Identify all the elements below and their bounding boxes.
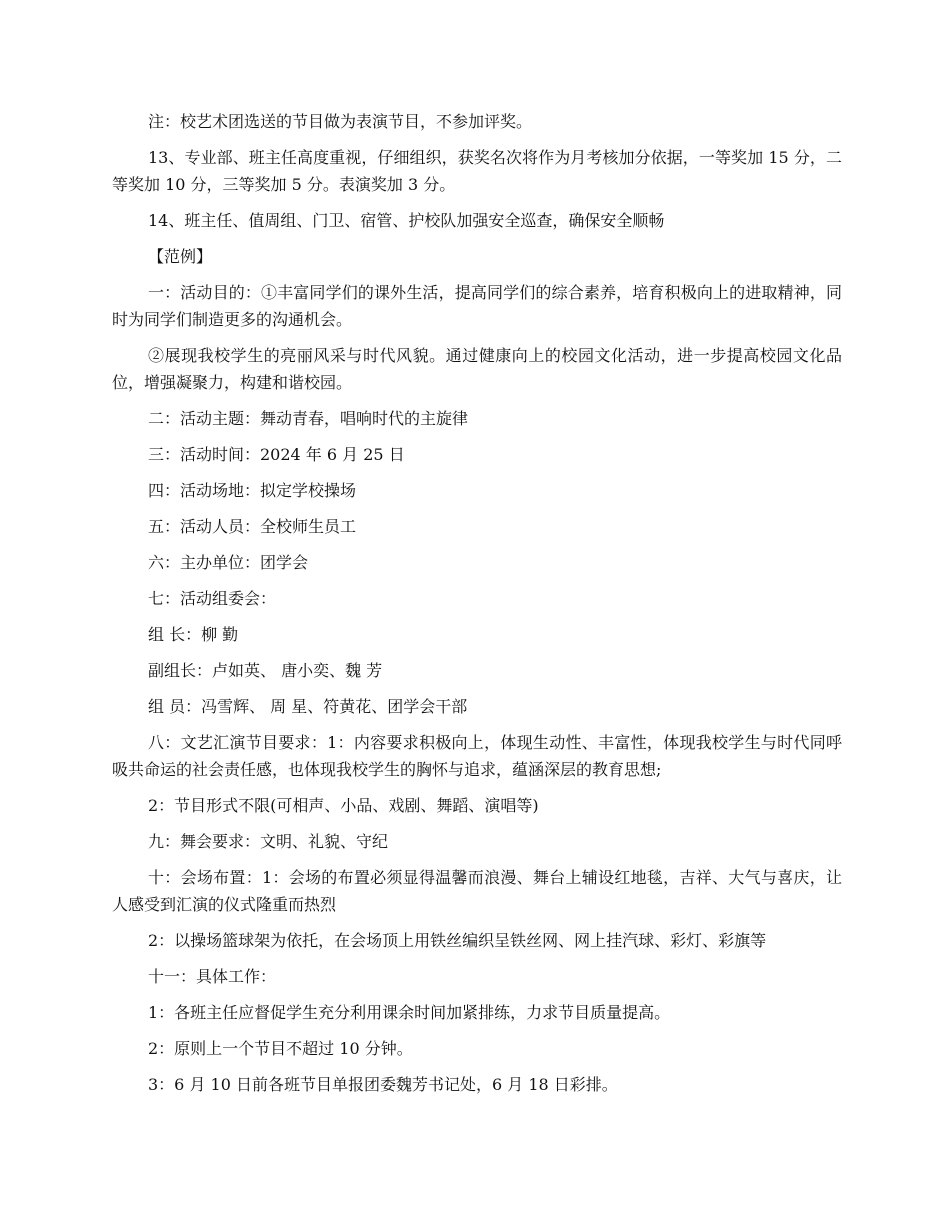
paragraph: 1：各班主任应督促学生充分利用课余时间加紧排练，力求节目质量提高。 [148, 1003, 671, 1022]
section-heading: 【范例】 [148, 247, 213, 266]
paragraph: 2：以操场篮球架为依托，在会场顶上用铁丝编织呈铁丝网、网上挂汽球、彩灯、彩旗等 [148, 931, 767, 950]
paragraph: 二：活动主题：舞动青春，唱响时代的主旋律 [148, 409, 469, 428]
paragraph: 组 员：冯雪辉、 周 星、符黄花、团学会干部 [148, 697, 468, 716]
paragraph: 十：会场布置：1：会场的布置必须显得温馨而浪漫、舞台上辅设红地毯，吉祥、大气与喜庆，让人感受到汇演的仪式隆重而热烈 [112, 868, 842, 914]
paragraph: 五：活动人员：全校师生员工 [148, 517, 357, 536]
paragraph: 2：原则上一个节目不超过 10 分钟。 [148, 1039, 413, 1058]
paragraph: 七：活动组委会： [148, 589, 277, 608]
paragraph: 副组长：卢如英、 唐小奕、魏 芳 [148, 661, 383, 680]
paragraph: 六：主办单位：团学会 [148, 553, 309, 572]
paragraph: 十一：具体工作： [148, 967, 277, 986]
paragraph: 13、专业部、班主任高度重视，仔细组织，获奖名次将作为月考核加分依据，一等奖加 15 分，二等奖加 10 分，三等奖加 5 分。表演奖加 3 分。 [112, 148, 842, 194]
paragraph: 组 长：柳 勤 [148, 625, 239, 644]
paragraph: 九：舞会要求：文明、礼貌、守纪 [148, 832, 389, 851]
paragraph: 三：活动时间：2024 年 6 月 25 日 [148, 445, 405, 464]
paragraph: 注：校艺术团选送的节目做为表演节目，不参加评奖。 [148, 112, 533, 131]
paragraph: 一：活动目的：①丰富同学们的课外生活，提高同学们的综合素养，培育积极向上的进取精神，同时为同学们制造更多的沟通机会。 [112, 283, 842, 329]
paragraph: 14、班主任、值周组、门卫、宿管、护校队加强安全巡查，确保安全顺畅 [148, 211, 665, 230]
document-body [112, 108, 842, 1107]
paragraph: ②展现我校学生的亮丽风采与时代风貌。通过健康向上的校园文化活动，进一步提高校园文化品位，增强凝聚力，构建和谐校园。 [112, 346, 842, 392]
paragraph: 四：活动场地：拟定学校操场 [148, 481, 357, 500]
paragraph: 3：6 月 10 日前各班节目单报团委魏芳书记处，6 月 18 日彩排。 [148, 1075, 618, 1094]
paragraph: 2：节目形式不限(可相声、小品、戏剧、舞蹈、演唱等) [148, 796, 539, 815]
paragraph: 八：文艺汇演节目要求：1：内容要求积极向上，体现生动性、丰富性，体现我校学生与时代同呼吸共命运的社会责任感，也体现我校学生的胸怀与追求，蕴涵深层的教育思想; [112, 733, 842, 779]
